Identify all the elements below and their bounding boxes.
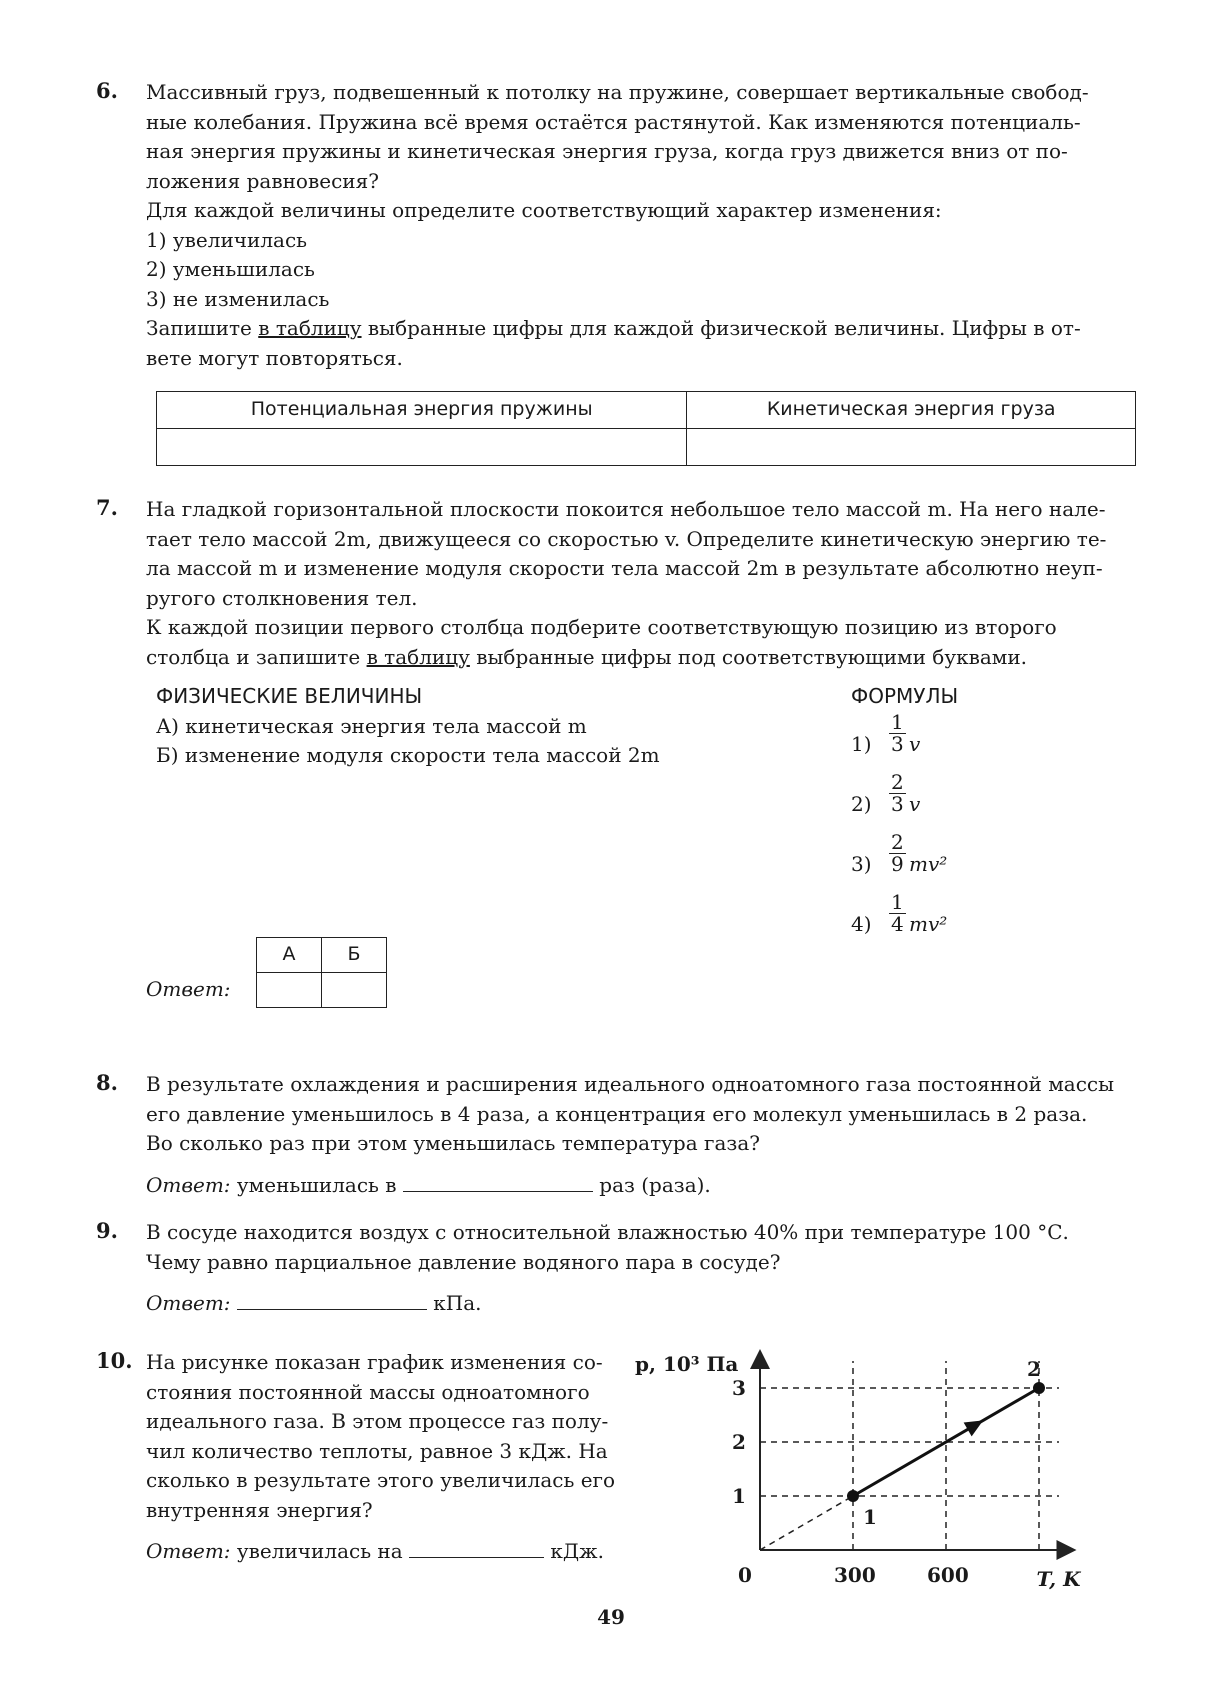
task-number: 6. <box>96 78 118 103</box>
task-9 <box>96 1218 1196 1319</box>
dashed-extension <box>760 1496 853 1550</box>
y-tick-label: 1 <box>732 1484 746 1508</box>
text-fragment: выбранные цифры для каждой физической величины. Цифры в от- <box>361 316 1081 340</box>
denominator: 9 <box>891 851 904 876</box>
answer-blank[interactable] <box>409 1537 544 1558</box>
answer-pre: уменьшилась в <box>236 1172 397 1197</box>
x-axis-label: T, K <box>1036 1567 1081 1591</box>
task-number: 8. <box>96 1070 118 1095</box>
formula-item <box>851 769 1151 832</box>
task-text-line: сколько в результате этого увеличилась его <box>146 1468 616 1492</box>
quantities-column <box>156 682 776 771</box>
y-tick-label: 3 <box>732 1376 746 1400</box>
task-text-line: стояния постоянной массы одноатомного <box>146 1379 590 1404</box>
pressure-temperature-chart <box>635 1310 1220 1600</box>
option-item: 2) уменьшилась <box>146 257 315 281</box>
answer-pre: увеличилась на <box>236 1539 403 1563</box>
quantity-item-b: Б) изменение модуля скорости тела массой 2m <box>156 743 660 767</box>
formulas-column <box>851 682 1151 952</box>
formula-variable: v <box>909 791 921 816</box>
state-point-1 <box>847 1490 859 1502</box>
numerator: 2 <box>891 769 904 794</box>
state-label: 1 <box>863 1505 877 1529</box>
task-text-line: внутренняя энергия? <box>146 1497 373 1522</box>
write-instruction <box>146 314 1196 344</box>
numerator: 1 <box>891 889 904 914</box>
task-text-line: На рисунке показан график изменения со- <box>146 1350 603 1374</box>
numerator: 2 <box>891 829 904 854</box>
task-text-line: На гладкой горизонтальной плоскости покоится небольшое тело массой m. На него нале- <box>146 497 1106 521</box>
answer-cell-a[interactable] <box>257 973 322 1008</box>
quantities-header: ФИЗИЧЕСКИЕ ВЕЛИЧИНЫ <box>156 684 423 708</box>
task-text-line: ложения равновесия? <box>146 168 379 193</box>
task-instruction-cont <box>146 643 1196 673</box>
text-fragment: столбца и запишите <box>146 644 367 669</box>
numerator: 1 <box>891 709 904 734</box>
task-text-line: ругого столкновения тел. <box>146 585 418 610</box>
task-text-line: Во сколько раз при этом уменьшилась температура газа? <box>146 1131 760 1155</box>
answer-post: кДж. <box>550 1539 604 1563</box>
answer-label: Ответ: <box>146 1539 231 1563</box>
write-instruction-cont: вете могут повторяться. <box>146 345 403 370</box>
task-text-line: его давление уменьшилось в 4 раза, а концентрация его молекул уменьшилась в 2 раза. <box>146 1101 1088 1126</box>
denominator: 3 <box>891 731 904 756</box>
formula-label: 2) <box>851 791 872 816</box>
y-tick-label: 2 <box>732 1430 746 1454</box>
table-reference: в таблицу <box>258 316 362 340</box>
answer-cell-potential[interactable] <box>157 429 687 466</box>
answer-col-a: А <box>257 938 322 973</box>
task-6 <box>96 78 1196 466</box>
formula-item <box>851 709 1151 772</box>
task-text-line: Массивный груз, подвешенный к потолку на пружине, совершает вертикальные свобод- <box>146 80 1089 104</box>
formula-item <box>851 829 1151 892</box>
task-number: 9. <box>96 1218 118 1243</box>
task-10 <box>96 1348 676 1567</box>
answer-table-6 <box>156 391 1136 466</box>
answer-label: Ответ: <box>146 1172 231 1197</box>
page-number: 49 <box>597 1605 625 1629</box>
text-fragment: выбранные цифры под соответствующими буквами. <box>469 644 1028 669</box>
table-header-kinetic: Кинетическая энергия груза <box>687 392 1136 429</box>
option-item: 3) не изменилась <box>146 286 330 311</box>
answer-line-8 <box>146 1171 1196 1201</box>
answer-col-b: Б <box>322 938 387 973</box>
task-7 <box>96 495 1196 1017</box>
state-point-2 <box>1033 1382 1045 1394</box>
denominator: 4 <box>891 911 904 936</box>
fraction <box>889 829 906 876</box>
table-header-potential: Потенциальная энергия пружины <box>157 392 687 429</box>
formula-label: 1) <box>851 731 872 756</box>
matching-columns <box>146 682 1196 937</box>
task-text-line: Чему равно парциальное давление водяного пара в сосуде? <box>146 1249 781 1274</box>
quantity-item-a: А) кинетическая энергия тела массой m <box>156 713 587 738</box>
table-reference: в таблицу <box>366 644 470 669</box>
state-label: 2 <box>1027 1357 1041 1381</box>
task-text-line: ная энергия пружины и кинетическая энергия груза, когда груз движется вниз от по- <box>146 139 1068 163</box>
answer-line-10 <box>146 1537 676 1567</box>
task-text-line: ные колебания. Пружина всё время остаётся растянутой. Как изменяются потенциаль- <box>146 109 1081 134</box>
x-tick-label: 300 <box>834 1563 876 1587</box>
task-text-line: ла массой m и изменение модуля скорости тела массой 2m в результате абсолютно неуп- <box>146 556 1103 580</box>
task-number: 10. <box>96 1348 133 1373</box>
answer-blank[interactable] <box>403 1171 593 1192</box>
answer-table-7 <box>256 937 387 1008</box>
answer-blank[interactable] <box>237 1289 427 1310</box>
task-instruction: К каждой позиции первого столбца подберите соответствующую позицию из второго <box>146 615 1057 639</box>
x-tick-label: 600 <box>927 1563 969 1587</box>
task-text-line: тает тело массой 2m, движущееся со скоростью v. Определите кинетическую энергию те- <box>146 526 1107 551</box>
origin-label: 0 <box>738 1563 752 1587</box>
formula-label: 3) <box>851 851 872 876</box>
formula-variable: v <box>909 731 921 756</box>
fraction <box>889 709 906 756</box>
answer-post: кПа. <box>433 1291 482 1315</box>
formula-variable: mv² <box>909 851 948 876</box>
task-text-line: В сосуде находится воздух с относительной влажностью 40% при температуре 100 °С. <box>146 1220 1069 1244</box>
fraction <box>889 889 906 936</box>
formula-label: 4) <box>851 911 872 936</box>
answer-cell-kinetic[interactable] <box>687 429 1136 466</box>
task-text-line: чил количество теплоты, равное 3 кДж. На <box>146 1438 608 1463</box>
formula-variable: mv² <box>909 911 948 936</box>
task-number: 7. <box>96 495 118 520</box>
text-fragment: Запишите <box>146 316 259 340</box>
task-text-line: идеального газа. В этом процессе газ полу- <box>146 1409 609 1433</box>
answer-row-7 <box>146 937 1196 1017</box>
denominator: 3 <box>891 791 904 816</box>
task-instruction: Для каждой величины определите соответствующий характер изменения: <box>146 198 942 222</box>
answer-cell-b[interactable] <box>322 973 387 1008</box>
answer-label: Ответ: <box>146 1291 231 1315</box>
fraction <box>889 769 906 816</box>
formulas-header: ФОРМУЛЫ <box>851 684 959 708</box>
task-8 <box>96 1070 1196 1200</box>
answer-post: раз (раза). <box>599 1172 711 1197</box>
option-item: 1) увеличилась <box>146 227 308 252</box>
answer-label: Ответ: <box>146 977 231 1001</box>
task-text-line: В результате охлаждения и расширения идеального одноатомного газа постоянной массы <box>146 1072 1115 1096</box>
y-axis-label: p, 10³ Па <box>635 1352 739 1376</box>
